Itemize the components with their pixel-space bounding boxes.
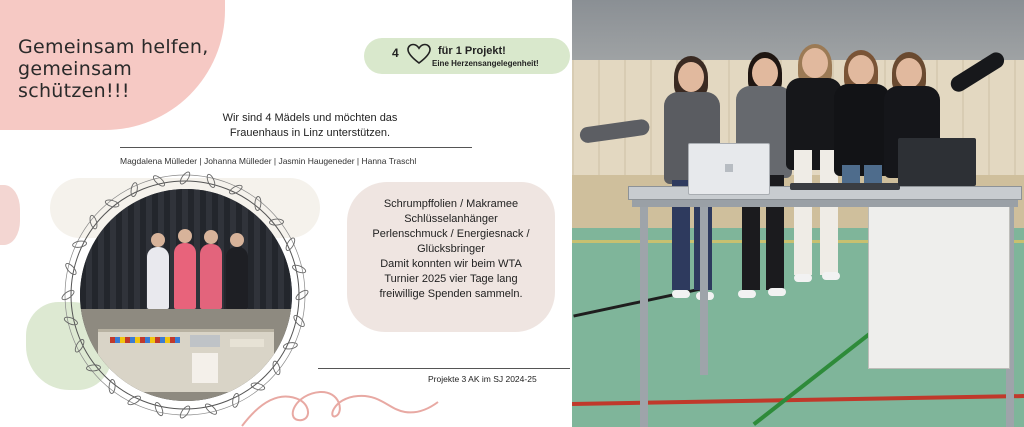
leaf-icon [254, 196, 261, 210]
leaf-icon [179, 405, 192, 420]
leaf-icon [109, 379, 116, 393]
divider [120, 147, 472, 148]
divider [318, 368, 570, 369]
heart-outline-icon [406, 42, 432, 66]
leaf-icon [206, 173, 217, 188]
product-list-line: Schlüsselanhänger [404, 213, 498, 225]
person-head [752, 58, 778, 88]
leaf-icon [179, 171, 192, 186]
leaf-icon [269, 219, 283, 226]
shoe [822, 272, 840, 280]
person-head [896, 58, 922, 88]
intro-text [195, 111, 425, 141]
leaf-icon [295, 289, 310, 302]
leaf-icon [63, 316, 78, 327]
leaf-icon [127, 394, 142, 406]
laptop [688, 143, 770, 195]
person-leg [794, 150, 812, 275]
footer-note: Projekte 3 AK im SJ 2024-25 [428, 374, 537, 384]
keyboard [790, 183, 900, 190]
shoe [794, 274, 812, 282]
leaf-icon [154, 401, 165, 416]
monitor [898, 138, 976, 186]
shoe [738, 290, 756, 298]
leaf-icon [228, 184, 243, 196]
shoe [768, 288, 786, 296]
leaf-icon [74, 338, 86, 353]
leaf-icon [61, 289, 76, 302]
person-head [848, 55, 874, 85]
leaf-icon [232, 393, 240, 408]
headline-line: Gemeinsam helfen, [18, 36, 209, 58]
person-head [802, 48, 828, 78]
leaf-icon [284, 237, 296, 252]
leaf-icon [86, 364, 100, 371]
badge-subtitle: Eine Herzensangelegenheit! [432, 59, 539, 68]
shoe [672, 290, 690, 298]
scribble-decoration [240, 382, 440, 427]
headline-line: gemeinsam [18, 58, 133, 80]
laptop-logo-icon [725, 164, 733, 172]
intro-line: Frauenhaus in Linz unterstützen. [229, 127, 391, 139]
leaf-icon [291, 264, 306, 275]
desk-front-panel [868, 205, 1010, 369]
names-line: Magdalena Mülleder | Johanna Mülleder | Jasmin Haugeneder | Hanna Traschl [120, 156, 417, 166]
pink-small-blob-decoration [0, 185, 20, 245]
leaf-icon [283, 342, 298, 350]
desk-leg [700, 205, 708, 375]
desk-leg [640, 205, 648, 427]
headline-line: schützen!!! [18, 80, 130, 102]
product-list-line: Glücksbringer [417, 243, 485, 255]
badge-number: 4 [392, 46, 399, 60]
product-list-line: Perlenschmuck / Energiesnack / [372, 228, 530, 240]
project-badge [364, 38, 570, 74]
badge-title: für 1 Projekt! [438, 45, 506, 57]
product-list-line: Damit konnten wir beim WTA [380, 258, 522, 270]
leaf-icon [130, 182, 138, 197]
product-list-line: Turnier 2025 vier Tage lang [384, 273, 518, 285]
product-list-line: Schrumpffolien / Makramee [383, 198, 519, 210]
person-head [678, 62, 704, 92]
intro-line: Wir sind 4 Mädels und möchten das [222, 112, 398, 124]
product-list [352, 197, 550, 302]
leaf-icon [72, 240, 87, 248]
person-body [834, 84, 890, 176]
headline [18, 36, 228, 102]
product-list-line: freiwillige Spenden sammeln. [379, 288, 523, 300]
